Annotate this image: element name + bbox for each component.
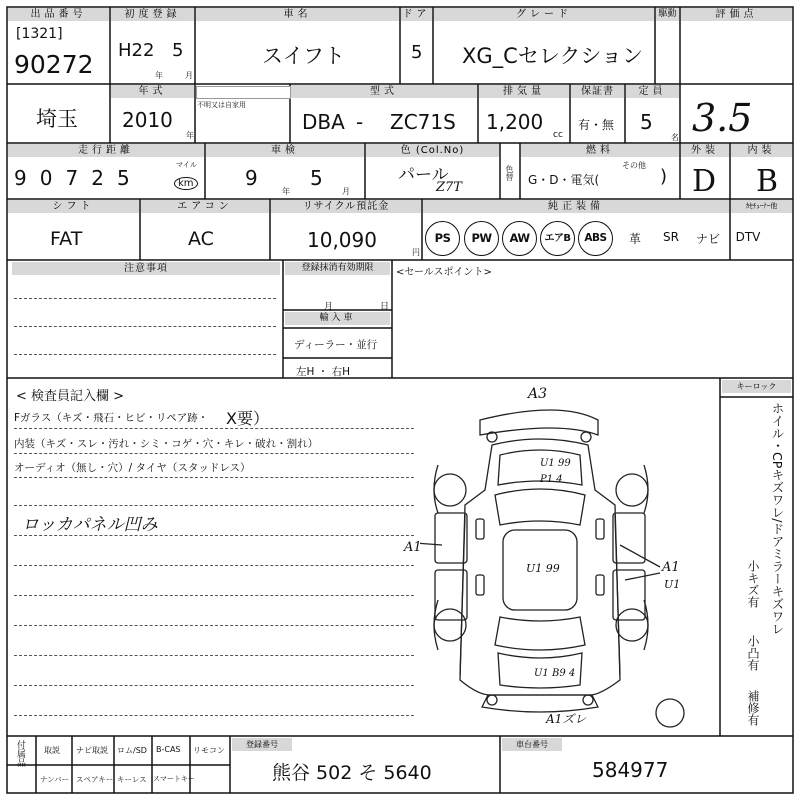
inspector-line-d <box>14 505 414 506</box>
inspector-line-c <box>14 477 414 478</box>
model-type: ZC71S <box>390 110 456 134</box>
mileage-digit: 9 <box>14 166 40 190</box>
label-grade: グレード <box>434 8 654 21</box>
first-reg-era: H22 <box>118 40 155 61</box>
car-name: スイフト <box>262 44 345 68</box>
acc-rom-sd: ロム/SD <box>117 746 147 755</box>
label-equipment: 純正装備 <box>423 200 729 213</box>
label-displacement: 排気量 <box>479 85 569 98</box>
label-lot-number: 出品番号 <box>8 8 109 21</box>
acc-smart-key: スマートキー <box>153 775 195 783</box>
equip-abs: ABS <box>578 221 613 256</box>
label-interior: 内装 <box>731 144 792 157</box>
first-reg-month: 5 <box>172 40 184 61</box>
model-type-prefix: DBA <box>302 110 345 134</box>
label-fuel: 燃料 <box>521 144 679 157</box>
label-inspection: 車検 <box>206 144 364 157</box>
equip-aw: AW <box>502 221 537 256</box>
label-shift: シフト <box>8 200 139 213</box>
label-aircon: エアコン <box>141 200 269 213</box>
mark-right: A1 <box>662 560 680 575</box>
month-unit-1: 月 <box>185 71 193 80</box>
color: パール <box>398 165 449 185</box>
door-count: 5 <box>411 42 423 63</box>
handwritten-note: ロッカパネル凹み <box>22 515 158 535</box>
capacity: 5 <box>640 110 653 134</box>
mark-right-sub: U1 <box>664 578 681 591</box>
equip-ps: PS <box>425 221 460 256</box>
registration-month: 月 <box>324 302 334 312</box>
shift-value: FAT <box>50 228 83 250</box>
lot-bracket: [1321] <box>16 26 63 42</box>
dealer-parallel: ディーラー・並行 <box>294 339 378 351</box>
label-blank-box <box>196 86 291 99</box>
inspector-title: < 検査員記入欄 > <box>16 389 125 404</box>
caution-line-3 <box>14 354 276 355</box>
color-code: Z7T <box>436 180 462 195</box>
year-unit-3: 年 <box>282 187 290 196</box>
equip-sunroof: SR <box>663 230 679 244</box>
acc-plate: ナンバー <box>40 775 70 784</box>
mileage-digits <box>14 166 143 190</box>
region: 埼玉 <box>36 107 78 131</box>
mileage-digit: 7 <box>65 166 92 190</box>
interior-grade: B <box>756 164 779 199</box>
mile-label: マイル <box>176 161 197 169</box>
cc-unit: cc <box>553 130 563 140</box>
inspection-year: 9 <box>245 166 258 190</box>
mark-left: A1 <box>404 540 422 555</box>
equip-pw: PW <box>464 221 499 256</box>
label-car-name: 車名 <box>196 8 399 21</box>
label-door: ドア <box>402 9 431 20</box>
model-year: 2010 <box>122 108 173 132</box>
label-import: 輸入車 <box>285 312 390 325</box>
inspector-line-interior: 内装（キズ・スレ・汚れ・シミ・コゲ・穴・キレ・破れ・割れ） <box>14 438 319 450</box>
label-registration: 登録抹消有効期限 <box>285 262 390 275</box>
label-tuner: ｶｾﾁｭｰﾅｰ他 <box>731 200 792 213</box>
recycle-fee: 10,090 <box>307 228 377 252</box>
fuel-close: ) <box>660 166 668 187</box>
acc-keyless: キーレス <box>117 775 147 784</box>
mileage-unit-km: km <box>174 177 198 190</box>
model-type-dash: - <box>356 110 364 134</box>
inspector-line-audio: オーディオ（無し・穴）/ タイヤ（スタッドレス） <box>14 462 251 474</box>
caution-line-1 <box>14 298 276 299</box>
equip-leather: 革 <box>628 232 641 246</box>
aircon-value: AC <box>188 228 214 250</box>
mark-hood-sub: P1 4 <box>540 474 563 485</box>
inspection-month: 5 <box>310 166 323 190</box>
inspector-line-i <box>14 655 414 656</box>
label-capacity: 定員 <box>626 85 679 98</box>
mark-hood: U1 99 <box>540 458 571 469</box>
mark-rear-bottom: A1ズレ <box>546 712 587 726</box>
side-note-sub3: 補修有 <box>746 690 760 726</box>
lot-number: 90272 <box>14 50 94 79</box>
fuel-type: G・D・電気( <box>528 173 600 187</box>
score-value: 3.5 <box>692 96 753 140</box>
label-caution: 注意事項 <box>12 262 280 275</box>
equip-navi: ナビ <box>695 232 720 246</box>
mark-roof: U1 99 <box>526 562 560 575</box>
label-color: 色 (Col.No) <box>366 144 499 157</box>
acc-manual: 取説 <box>44 746 60 755</box>
label-exterior: 外装 <box>681 144 729 157</box>
registration-day: 日 <box>380 302 390 312</box>
label-warranty: 保証書 <box>571 85 624 98</box>
chassis-number: 584977 <box>592 758 669 782</box>
inspector-line-g <box>14 595 414 596</box>
fuel-other-label: その他 <box>622 161 646 170</box>
inspector-line-j <box>14 685 414 686</box>
inspector-line-b <box>14 453 414 454</box>
acc-remote: リモコン <box>193 746 225 755</box>
year-unit-1: 年 <box>155 71 163 80</box>
inspector-line-a <box>14 428 414 429</box>
inspector-line-e <box>14 535 414 536</box>
steering-side: 左H ・ 右H <box>296 366 350 378</box>
label-plate: 登録番号 <box>232 738 292 751</box>
equip-airbag: エアB <box>540 221 575 256</box>
label-score: 評価点 <box>681 8 792 21</box>
inspector-line-fglass: Fガラス（キズ・飛石・ヒビ・リペア跡・ <box>14 412 209 424</box>
yen-unit: 円 <box>412 248 420 257</box>
inspector-fglass-mark: X要） <box>226 409 269 428</box>
acc-bcas: B-CAS <box>156 745 181 754</box>
label-model-year: 年式 <box>111 85 194 98</box>
warranty: 有・無 <box>578 118 615 132</box>
acc-navi-manual: ナビ取説 <box>76 746 108 755</box>
label-drive: 駆動 <box>656 8 679 21</box>
label-key-lock: キーロック <box>722 380 791 393</box>
equip-dtv: DTV <box>735 230 761 244</box>
month-unit-3: 月 <box>342 187 350 196</box>
mileage-digit: 5 <box>116 166 143 190</box>
plate-number: 熊谷 502 そ 5640 <box>272 762 432 784</box>
year-unit-2: 年 <box>186 131 194 140</box>
displacement: 1,200 <box>486 110 544 134</box>
label-sales-point: <セールスポイント> <box>396 267 492 278</box>
mileage-digit: 0 <box>39 166 66 190</box>
name-unit: 名 <box>671 133 679 142</box>
side-note-sub1: 小キズ有 <box>746 560 760 608</box>
label-accessories: 付属品 <box>15 740 25 767</box>
model-year-note: 不明又は自家用 <box>197 101 246 109</box>
label-first-registration: 初度登録 <box>111 8 194 21</box>
grade: XG_Cセレクション <box>462 44 643 68</box>
label-chassis: 車台番号 <box>502 738 562 751</box>
mileage-digit: 2 <box>91 166 117 190</box>
color-change-label: 色替 <box>505 165 514 181</box>
label-recycle: リサイクル預託金 <box>271 200 421 213</box>
label-mileage: 走行距離 <box>8 144 204 157</box>
mark-front: A3 <box>528 386 548 402</box>
label-region <box>8 85 109 98</box>
exterior-grade: D <box>692 164 717 199</box>
acc-spare-key: スペアキー <box>76 775 114 784</box>
side-note-sub2: 小凸有 <box>746 635 760 671</box>
caution-line-2 <box>14 326 276 327</box>
label-model-type: 型式 <box>291 85 477 98</box>
side-note-text: ホイル・CPキズワレ/ドアミラーキズワレ <box>770 402 785 635</box>
mark-rear: U1 B9 4 <box>534 668 576 679</box>
inspector-line-f <box>14 565 414 566</box>
inspector-line-h <box>14 625 414 626</box>
inspector-line-k <box>14 715 414 716</box>
